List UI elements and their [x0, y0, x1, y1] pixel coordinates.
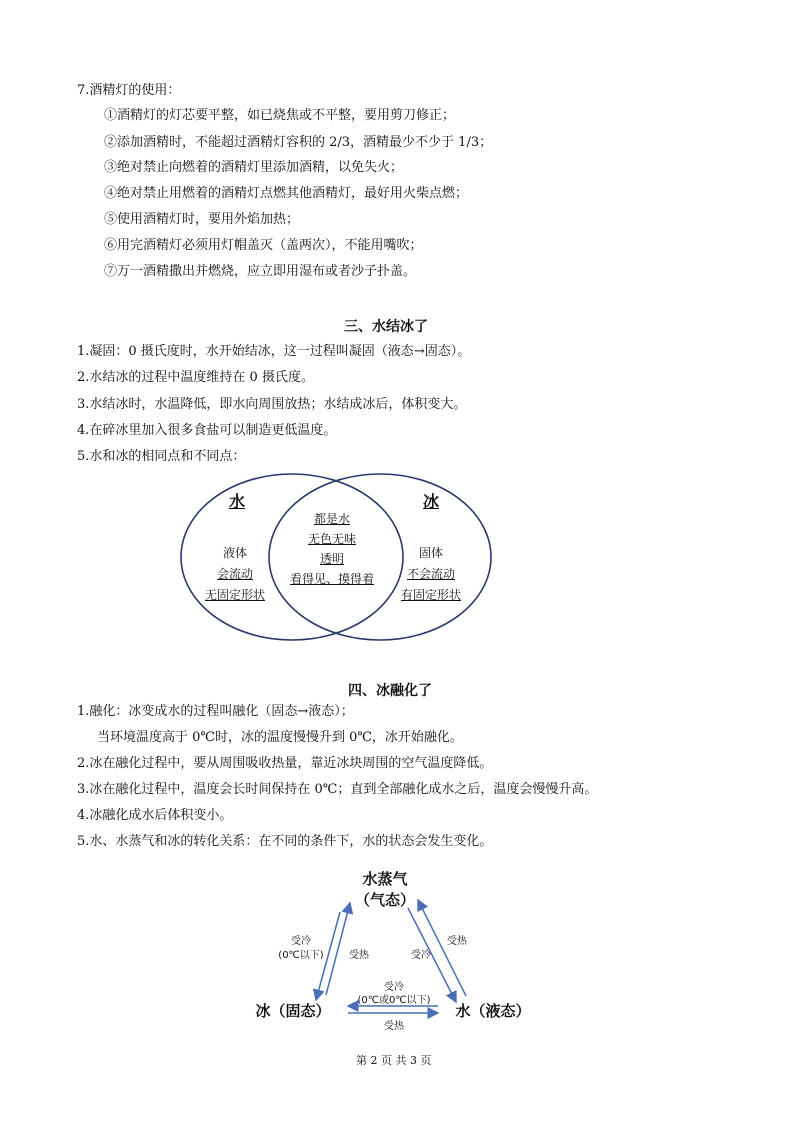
venn-right-title: 冰	[422, 492, 439, 511]
right-cool-label: 受冷	[411, 950, 431, 961]
venn-center-item-2: 无色无味	[307, 532, 356, 546]
lamp-rule-2: ②添加酒精时，不能超过酒精灯容积的 2/3，酒精最少不少于 1/3；	[104, 135, 493, 150]
venn-right-item-1: 固体	[418, 546, 443, 560]
section4-item-3: 3.冰在融化过程中，温度会长时间保持在 0℃；直到全部融化成水之后，温度会慢慢升高。	[77, 782, 598, 797]
venn-right-item-3: 有固定形状	[400, 588, 461, 602]
section4-item-5: 5.水、水蒸气和冰的转化关系：在不同的条件下，水的状态会发生变化。	[77, 834, 493, 849]
section4-item-1: 1.融化：冰变成水的过程叫融化（固态→液态）；	[77, 704, 354, 719]
section4-item-4: 4.冰融化成水后体积变小。	[77, 808, 233, 823]
venn-left-item-2: 会流动	[216, 567, 253, 581]
vapor-state-label: （气态）	[354, 891, 415, 909]
left-heat-label: 受热	[349, 950, 369, 961]
left-cool-condition: (0℃以下)	[278, 950, 324, 961]
bottom-cool-condition: (0℃或0℃以下)	[357, 995, 431, 1006]
venn-center-item-3: 透明	[319, 552, 344, 566]
water-label: 水（液态）	[455, 1002, 531, 1020]
section3-item-1: 1.凝固：0 摄氏度时，水开始结冰，这一过程叫凝固（液态→固态）。	[77, 344, 471, 359]
venn-right-item-2: 不会流动	[406, 567, 455, 581]
bottom-heat-label: 受热	[384, 1021, 404, 1032]
lamp-rule-7: ⑦万一酒精撒出并燃烧，应立即用湿布或者沙子扑盖。	[104, 264, 417, 279]
section4-item-1b: 当环境温度高于 0℃时，冰的温度慢慢升到 0℃，冰开始融化。	[97, 730, 463, 745]
section3-heading: 三、水结冰了	[344, 319, 428, 335]
venn-center-item-4: 看得见、摸得着	[289, 572, 374, 586]
venn-left-title: 水	[228, 492, 245, 511]
lamp-rule-5: ⑤使用酒精灯时，要用外焰加热；	[104, 212, 300, 227]
section4-item-2: 2.冰在融化过程中，要从周围吸收热量，靠近冰块周围的空气温度降低。	[77, 756, 493, 771]
lamp-rule-1: ①酒精灯的灯芯要平整，如已烧焦或不平整，要用剪刀修正；	[104, 108, 456, 123]
bottom-cool-label: 受冷	[384, 982, 404, 993]
section3-item-5: 5.水和冰的相同点和不同点：	[77, 449, 246, 464]
lamp-rule-6: ⑥用完酒精灯必须用灯帽盖灭（盖两次），不能用嘴吹；	[104, 238, 423, 253]
alcohol-lamp-title: 7.酒精灯的使用：	[77, 83, 181, 98]
right-heat-label: 受热	[447, 936, 467, 947]
vapor-label: 水蒸气	[362, 870, 408, 888]
venn-left-item-1: 液体	[222, 546, 247, 560]
section4-heading: 四、冰融化了	[348, 683, 432, 699]
section3-item-3: 3.水结冰时，水温降低，即水向周围放热；水结成冰后，体积变大。	[77, 397, 467, 412]
section3-item-4: 4.在碎冰里加入很多食盐可以制造更低温度。	[77, 423, 337, 438]
venn-left-item-3: 无固定形状	[204, 588, 265, 602]
left-cool-label: 受冷	[291, 936, 311, 947]
lamp-rule-4: ④绝对禁止用燃着的酒精灯点燃其他酒精灯，最好用火柴点燃；	[104, 186, 469, 201]
page-footer: 第 2 页 共 3 页	[356, 1054, 432, 1067]
ice-label: 冰（固态）	[255, 1002, 331, 1020]
section3-item-2: 2.水结冰的过程中温度维持在 0 摄氏度。	[77, 370, 314, 385]
lamp-rule-3: ③绝对禁止向燃着的酒精灯里添加酒精，以免失火；	[104, 160, 404, 175]
venn-center-item-1: 都是水	[313, 512, 350, 526]
